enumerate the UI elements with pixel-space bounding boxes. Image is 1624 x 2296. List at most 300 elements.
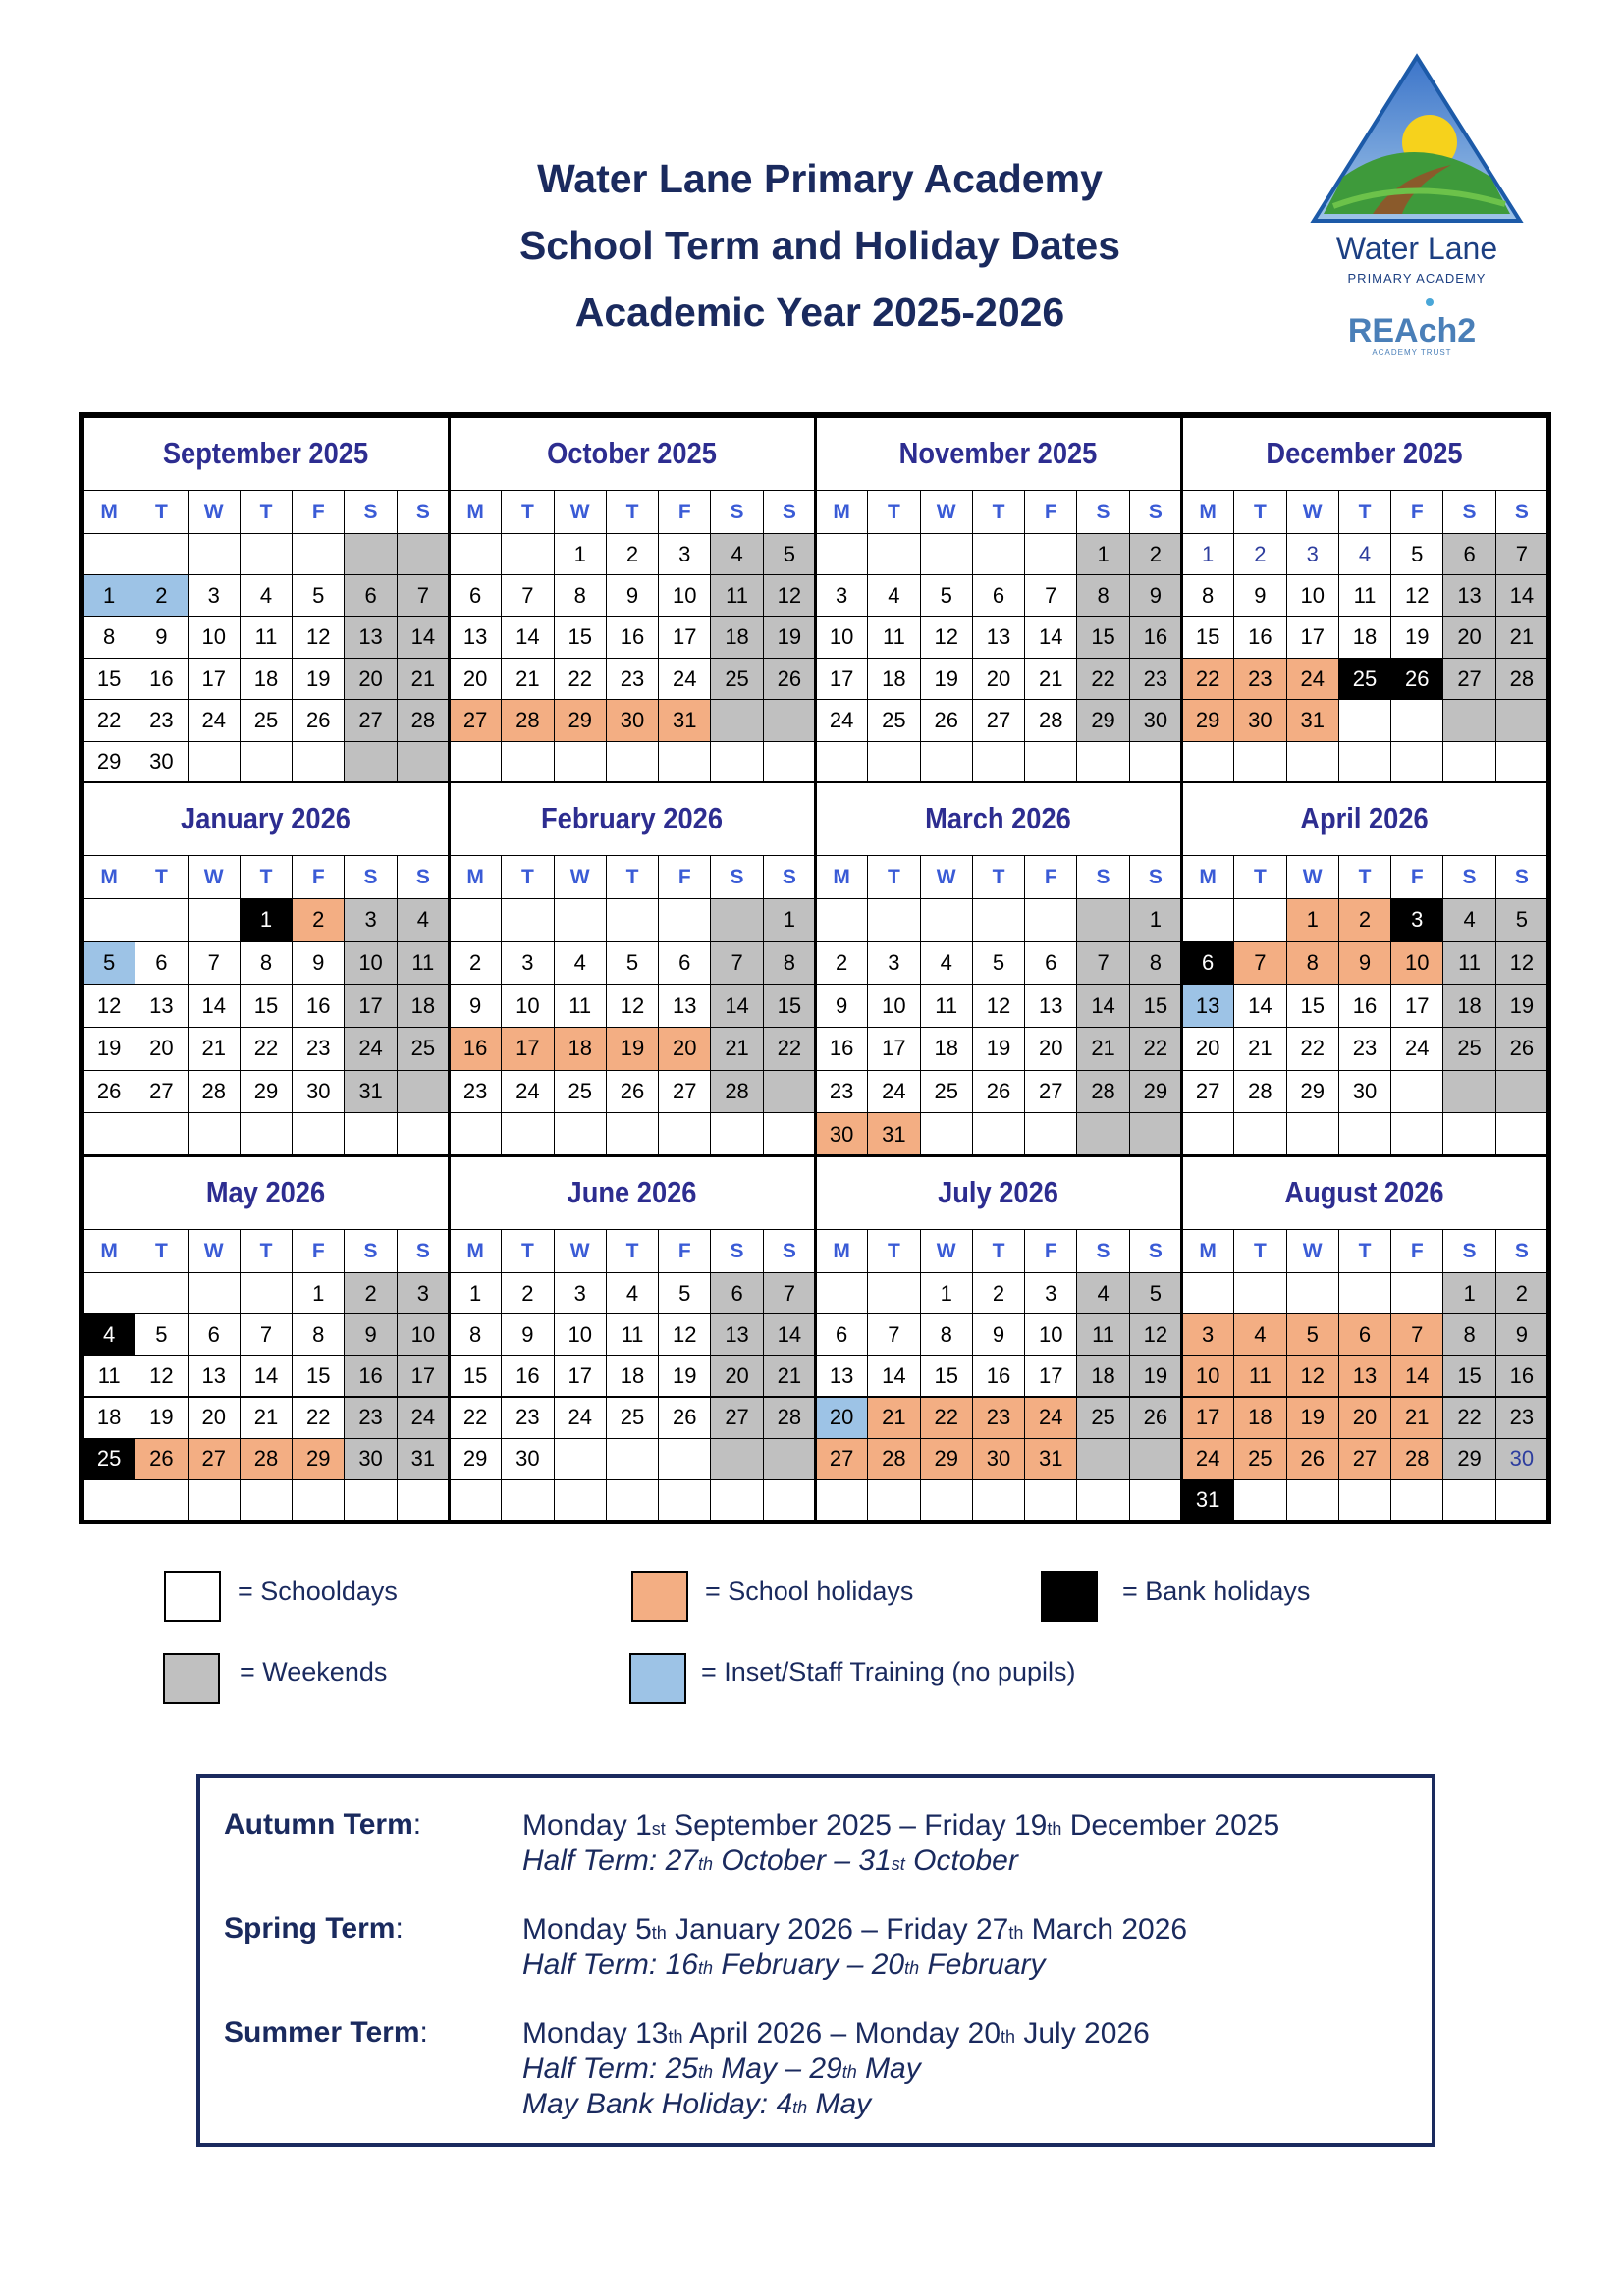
day-cell: 9 — [449, 984, 502, 1028]
day-cell: 10 — [658, 574, 711, 616]
day-cell: 18 — [397, 984, 450, 1028]
empty-day-cell — [1286, 1479, 1339, 1522]
day-cell: 4 — [867, 574, 920, 616]
weekday-header: T — [1233, 490, 1286, 534]
day-cell: 31 — [344, 1070, 397, 1114]
day-cell: 20 — [658, 1027, 711, 1071]
term-range: Monday 5th January 2026 – Friday 27th March 2026 — [522, 1913, 1188, 1946]
day-cell: 22 — [449, 1397, 502, 1439]
day-cell: 21 — [1390, 1397, 1443, 1439]
day-cell: 22 — [554, 658, 607, 700]
day-cell: 20 — [1181, 1027, 1234, 1071]
day-cell: 2 — [135, 574, 188, 616]
day-cell: 19 — [1286, 1397, 1339, 1439]
weekday-header: S — [710, 855, 763, 899]
day-cell: 24 — [554, 1397, 607, 1439]
day-cell: 8 — [920, 1313, 973, 1356]
day-cell: 4 — [920, 941, 973, 986]
empty-day-cell — [188, 1479, 241, 1522]
day-cell: 4 — [240, 574, 293, 616]
day-cell: 16 — [1495, 1355, 1548, 1397]
weekday-header: F — [658, 490, 711, 534]
day-cell: 9 — [344, 1313, 397, 1356]
empty-day-cell — [1286, 1112, 1339, 1156]
empty-day-cell — [710, 699, 763, 741]
day-cell: 28 — [1390, 1438, 1443, 1480]
day-cell: 23 — [1233, 658, 1286, 700]
legend-swatch-weekends — [163, 1653, 220, 1704]
empty-day-cell — [1233, 1479, 1286, 1522]
empty-day-cell — [397, 1112, 450, 1156]
day-cell: 26 — [763, 658, 816, 700]
weekday-header: M — [82, 855, 135, 899]
day-cell: 12 — [972, 984, 1025, 1028]
term-half-term: Half Term: 27th October – 31st October — [522, 1844, 1018, 1877]
day-cell: 8 — [82, 616, 135, 659]
day-cell: 30 — [344, 1438, 397, 1480]
empty-day-cell — [1233, 741, 1286, 783]
month-may-2026 — [82, 1155, 449, 1521]
day-cell: 19 — [763, 616, 816, 659]
day-cell: 5 — [292, 574, 345, 616]
day-cell: 23 — [344, 1397, 397, 1439]
day-cell: 12 — [1286, 1355, 1339, 1397]
day-cell: 20 — [1024, 1027, 1077, 1071]
weekday-header: S — [1495, 1229, 1548, 1273]
day-cell: 14 — [397, 616, 450, 659]
empty-day-cell — [82, 533, 135, 575]
day-cell: 8 — [1129, 941, 1182, 986]
empty-day-cell — [867, 1272, 920, 1314]
empty-day-cell — [1390, 1272, 1443, 1314]
day-cell: 14 — [867, 1355, 920, 1397]
day-cell: 19 — [135, 1397, 188, 1439]
day-cell: 13 — [449, 616, 502, 659]
weekday-header: T — [501, 855, 554, 899]
day-cell: 11 — [554, 984, 607, 1028]
weekday-header: S — [1129, 1229, 1182, 1273]
day-cell: 20 — [188, 1397, 241, 1439]
term-dates — [522, 2016, 1150, 2122]
day-cell: 25 — [554, 1070, 607, 1114]
day-cell: 23 — [501, 1397, 554, 1439]
day-cell: 3 — [1181, 1313, 1234, 1356]
weekday-header: S — [1076, 855, 1129, 899]
empty-day-cell — [815, 741, 868, 783]
day-cell: 15 — [292, 1355, 345, 1397]
empty-day-cell — [1495, 1070, 1548, 1114]
empty-day-cell — [867, 1479, 920, 1522]
day-cell: 14 — [1495, 574, 1548, 616]
day-cell: 1 — [1129, 898, 1182, 942]
day-cell: 25 — [397, 1027, 450, 1071]
day-cell: 15 — [1129, 984, 1182, 1028]
empty-day-cell — [1024, 1112, 1077, 1156]
day-cell: 28 — [1495, 658, 1548, 700]
day-cell: 24 — [815, 699, 868, 741]
term-bank-holiday: May Bank Holiday: 4th May — [522, 2088, 872, 2120]
weekday-header: M — [1181, 855, 1234, 899]
empty-day-cell — [501, 898, 554, 942]
empty-day-cell — [1129, 1479, 1182, 1522]
day-cell: 25 — [1338, 658, 1391, 700]
day-cell: 29 — [1076, 699, 1129, 741]
empty-day-cell — [344, 1479, 397, 1522]
month-title: June 2026 — [567, 1175, 697, 1209]
calendar-grid — [79, 412, 1551, 1524]
empty-day-cell — [710, 1112, 763, 1156]
day-cell: 29 — [554, 699, 607, 741]
day-cell: 11 — [1338, 574, 1391, 616]
day-cell: 19 — [292, 658, 345, 700]
month-title: May 2026 — [205, 1175, 326, 1209]
day-cell: 29 — [1286, 1070, 1339, 1114]
weekday-header: S — [397, 490, 450, 534]
weekday-header: S — [710, 490, 763, 534]
empty-day-cell — [1076, 898, 1129, 942]
weekday-header: S — [344, 855, 397, 899]
weekday-header: S — [1076, 490, 1129, 534]
day-cell: 10 — [1286, 574, 1339, 616]
day-cell: 9 — [815, 984, 868, 1028]
day-cell: 5 — [920, 574, 973, 616]
day-cell: 27 — [135, 1070, 188, 1114]
day-cell: 19 — [972, 1027, 1025, 1071]
day-cell: 31 — [1024, 1438, 1077, 1480]
day-cell: 28 — [240, 1438, 293, 1480]
day-cell: 13 — [815, 1355, 868, 1397]
empty-day-cell — [188, 1272, 241, 1314]
weekday-header: S — [763, 490, 816, 534]
day-cell: 3 — [554, 1272, 607, 1314]
day-cell: 31 — [658, 699, 711, 741]
weekday-header: M — [1181, 1229, 1234, 1273]
day-cell: 22 — [1129, 1027, 1182, 1071]
day-cell: 27 — [815, 1438, 868, 1480]
legend-swatch-inset — [629, 1653, 686, 1704]
day-cell: 24 — [344, 1027, 397, 1071]
empty-day-cell — [606, 741, 659, 783]
empty-day-cell — [135, 1112, 188, 1156]
day-cell: 11 — [82, 1355, 135, 1397]
empty-day-cell — [763, 741, 816, 783]
day-cell: 16 — [606, 616, 659, 659]
day-cell: 19 — [658, 1355, 711, 1397]
day-cell: 22 — [1181, 658, 1234, 700]
logo-graphic — [1304, 49, 1530, 368]
month-february-2026 — [449, 781, 815, 1155]
day-cell: 3 — [397, 1272, 450, 1314]
day-cell: 11 — [1233, 1355, 1286, 1397]
day-cell: 28 — [188, 1070, 241, 1114]
day-cell: 12 — [1390, 574, 1443, 616]
empty-day-cell — [188, 741, 241, 783]
day-cell: 18 — [1076, 1355, 1129, 1397]
empty-day-cell — [1181, 741, 1234, 783]
day-cell: 20 — [972, 658, 1025, 700]
day-cell: 6 — [1181, 941, 1234, 986]
weekday-header: T — [135, 490, 188, 534]
empty-day-cell — [292, 741, 345, 783]
month-august-2026 — [1181, 1155, 1547, 1521]
day-cell: 25 — [1233, 1438, 1286, 1480]
day-cell: 22 — [82, 699, 135, 741]
day-cell: 24 — [501, 1070, 554, 1114]
day-cell: 22 — [292, 1397, 345, 1439]
day-cell: 16 — [449, 1027, 502, 1071]
empty-day-cell — [763, 1479, 816, 1522]
legend-swatch-bank-holidays — [1041, 1571, 1098, 1622]
empty-day-cell — [501, 533, 554, 575]
day-cell: 4 — [1076, 1272, 1129, 1314]
day-cell: 17 — [397, 1355, 450, 1397]
legend-label-school-holidays: = School holidays — [705, 1576, 914, 1606]
day-cell: 15 — [240, 984, 293, 1028]
day-cell: 16 — [292, 984, 345, 1028]
month-title: November 2025 — [898, 436, 1098, 470]
day-cell: 19 — [606, 1027, 659, 1071]
day-cell: 4 — [606, 1272, 659, 1314]
day-cell: 15 — [1442, 1355, 1495, 1397]
day-cell: 4 — [554, 941, 607, 986]
day-cell: 15 — [1076, 616, 1129, 659]
day-cell: 28 — [1076, 1070, 1129, 1114]
empty-day-cell — [920, 533, 973, 575]
day-cell: 8 — [763, 941, 816, 986]
term-dates-box — [196, 1774, 1435, 2147]
weekday-header: T — [1338, 490, 1391, 534]
day-cell: 7 — [1233, 941, 1286, 986]
weekday-header: T — [867, 855, 920, 899]
empty-day-cell — [554, 741, 607, 783]
weekday-header: T — [501, 1229, 554, 1273]
day-cell: 23 — [815, 1070, 868, 1114]
day-cell: 11 — [710, 574, 763, 616]
day-cell: 18 — [710, 616, 763, 659]
day-cell: 22 — [763, 1027, 816, 1071]
day-cell: 4 — [710, 533, 763, 575]
term-name: Spring Term: — [224, 1912, 404, 1945]
day-cell: 13 — [658, 984, 711, 1028]
day-cell: 28 — [763, 1397, 816, 1439]
day-cell: 17 — [501, 1027, 554, 1071]
empty-day-cell — [1233, 1112, 1286, 1156]
weekday-header: F — [1390, 855, 1443, 899]
title-school-name: Water Lane Primary Academy — [537, 156, 1103, 201]
weekday-header: T — [972, 855, 1025, 899]
day-cell: 26 — [1495, 1027, 1548, 1071]
day-cell: 9 — [972, 1313, 1025, 1356]
day-cell: 20 — [710, 1355, 763, 1397]
empty-day-cell — [82, 898, 135, 942]
empty-day-cell — [397, 533, 450, 575]
day-cell: 17 — [815, 658, 868, 700]
weekday-header: S — [710, 1229, 763, 1273]
empty-day-cell — [1442, 699, 1495, 741]
day-cell: 12 — [1129, 1313, 1182, 1356]
day-cell: 5 — [658, 1272, 711, 1314]
day-cell: 18 — [606, 1355, 659, 1397]
weekday-header: S — [1442, 490, 1495, 534]
day-cell: 2 — [344, 1272, 397, 1314]
logo-figure-icon — [1426, 298, 1434, 306]
weekday-header: F — [1024, 1229, 1077, 1273]
day-cell: 9 — [135, 616, 188, 659]
day-cell: 20 — [135, 1027, 188, 1071]
day-cell: 15 — [763, 984, 816, 1028]
day-cell: 3 — [867, 941, 920, 986]
school-logo — [1304, 49, 1530, 368]
empty-day-cell — [658, 741, 711, 783]
term-half-term: Half Term: 16th February – 20th February — [522, 1949, 1046, 1981]
day-cell: 13 — [135, 984, 188, 1028]
day-cell: 7 — [397, 574, 450, 616]
empty-day-cell — [1076, 741, 1129, 783]
weekday-header: F — [658, 1229, 711, 1273]
day-cell: 11 — [240, 616, 293, 659]
day-cell: 14 — [1233, 984, 1286, 1028]
day-cell: 5 — [135, 1313, 188, 1356]
day-cell: 11 — [920, 984, 973, 1028]
weekday-header: W — [1286, 1229, 1339, 1273]
day-cell: 10 — [1181, 1355, 1234, 1397]
day-cell: 20 — [1338, 1397, 1391, 1439]
empty-day-cell — [344, 1112, 397, 1156]
day-cell: 3 — [1286, 533, 1339, 575]
day-cell: 18 — [1233, 1397, 1286, 1439]
day-cell: 13 — [710, 1313, 763, 1356]
day-cell: 22 — [240, 1027, 293, 1071]
day-cell: 1 — [1181, 533, 1234, 575]
day-cell: 21 — [1233, 1027, 1286, 1071]
weekday-header: S — [1129, 855, 1182, 899]
empty-day-cell — [815, 898, 868, 942]
empty-day-cell — [710, 1479, 763, 1522]
day-cell: 17 — [1390, 984, 1443, 1028]
day-cell: 10 — [815, 616, 868, 659]
day-cell: 24 — [1286, 658, 1339, 700]
day-cell: 21 — [397, 658, 450, 700]
day-cell: 8 — [1181, 574, 1234, 616]
day-cell: 26 — [292, 699, 345, 741]
day-cell: 23 — [972, 1397, 1025, 1439]
weekday-header: S — [1129, 490, 1182, 534]
day-cell: 5 — [763, 533, 816, 575]
day-cell: 30 — [606, 699, 659, 741]
weekday-header: S — [397, 1229, 450, 1273]
day-cell: 27 — [188, 1438, 241, 1480]
weekday-header: F — [1390, 1229, 1443, 1273]
weekday-header: W — [920, 1229, 973, 1273]
day-cell: 14 — [240, 1355, 293, 1397]
weekday-header: T — [240, 490, 293, 534]
day-cell: 12 — [135, 1355, 188, 1397]
day-cell: 30 — [292, 1070, 345, 1114]
day-cell: 3 — [501, 941, 554, 986]
empty-day-cell — [763, 1112, 816, 1156]
day-cell: 13 — [188, 1355, 241, 1397]
empty-day-cell — [710, 898, 763, 942]
empty-day-cell — [188, 898, 241, 942]
empty-day-cell — [449, 533, 502, 575]
empty-day-cell — [1495, 741, 1548, 783]
day-cell: 12 — [606, 984, 659, 1028]
day-cell: 19 — [82, 1027, 135, 1071]
day-cell: 27 — [710, 1397, 763, 1439]
empty-day-cell — [292, 1112, 345, 1156]
day-cell: 4 — [1233, 1313, 1286, 1356]
empty-day-cell — [501, 741, 554, 783]
empty-day-cell — [1024, 741, 1077, 783]
day-cell: 6 — [1338, 1313, 1391, 1356]
day-cell: 22 — [1442, 1397, 1495, 1439]
day-cell: 7 — [188, 941, 241, 986]
day-cell: 27 — [1338, 1438, 1391, 1480]
empty-day-cell — [82, 1479, 135, 1522]
day-cell: 2 — [1129, 533, 1182, 575]
weekday-header: S — [344, 490, 397, 534]
day-cell: 7 — [501, 574, 554, 616]
day-cell: 25 — [82, 1438, 135, 1480]
day-cell: 13 — [344, 616, 397, 659]
day-cell: 13 — [1024, 984, 1077, 1028]
weekday-header: F — [292, 855, 345, 899]
empty-day-cell — [240, 1112, 293, 1156]
month-november-2025 — [815, 416, 1181, 782]
day-cell: 2 — [972, 1272, 1025, 1314]
empty-day-cell — [554, 1438, 607, 1480]
empty-day-cell — [240, 741, 293, 783]
empty-day-cell — [658, 1112, 711, 1156]
empty-day-cell — [1338, 699, 1391, 741]
day-cell: 9 — [1495, 1313, 1548, 1356]
empty-day-cell — [1076, 1112, 1129, 1156]
empty-day-cell — [920, 1112, 973, 1156]
weekday-header: M — [82, 490, 135, 534]
day-cell: 24 — [1390, 1027, 1443, 1071]
day-cell: 14 — [501, 616, 554, 659]
empty-day-cell — [815, 533, 868, 575]
empty-day-cell — [135, 1272, 188, 1314]
empty-day-cell — [135, 898, 188, 942]
day-cell: 24 — [867, 1070, 920, 1114]
empty-day-cell — [1442, 1112, 1495, 1156]
empty-day-cell — [1024, 533, 1077, 575]
empty-day-cell — [292, 1479, 345, 1522]
day-cell: 19 — [1495, 984, 1548, 1028]
day-cell: 3 — [344, 898, 397, 942]
weekday-header: M — [449, 490, 502, 534]
day-cell: 17 — [1286, 616, 1339, 659]
day-cell: 30 — [972, 1438, 1025, 1480]
empty-day-cell — [1338, 1272, 1391, 1314]
day-cell: 28 — [397, 699, 450, 741]
day-cell: 18 — [1442, 984, 1495, 1028]
weekday-header: W — [1286, 490, 1339, 534]
legend-label-schooldays: = Schooldays — [238, 1576, 398, 1606]
day-cell: 16 — [1129, 616, 1182, 659]
weekday-header: M — [815, 855, 868, 899]
day-cell: 2 — [815, 941, 868, 986]
day-cell: 15 — [82, 658, 135, 700]
weekday-header: M — [449, 855, 502, 899]
weekday-header: F — [658, 855, 711, 899]
month-october-2025 — [449, 416, 815, 782]
empty-day-cell — [606, 1438, 659, 1480]
empty-day-cell — [1129, 1112, 1182, 1156]
title-academic-year: Academic Year 2025-2026 — [574, 290, 1065, 335]
empty-day-cell — [449, 1112, 502, 1156]
